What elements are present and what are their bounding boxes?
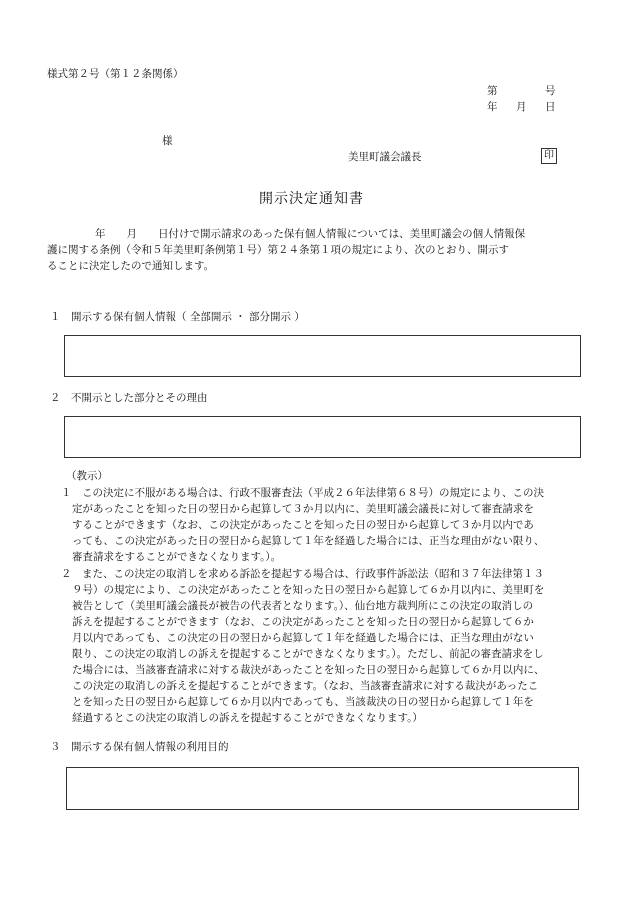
form-reference: 様式第２号（第１２条関係） [47,68,184,80]
doc-number-prefix: 第 [487,85,498,97]
appeal-notice-heading: （教示） [66,470,108,482]
recipient-suffix: 様 [162,135,173,147]
date-day: 日 [545,101,556,113]
section-2-field[interactable] [64,416,581,458]
section-3-field[interactable] [66,767,579,810]
section-2-label: ２ 不開示とした部分とその理由 [50,392,208,404]
appeal-notice-line: することができます（なお、この決定があったことを知った日の翌日から起算して３か月以内であ [72,519,534,531]
doc-number-suffix: 号 [545,85,556,97]
appeal-notice-line: ２ また、この決定の取消しを求める訴訟を提起する場合は、行政事件訴訟法（昭和３７年法律第１３ [61,568,544,580]
appeal-notice-line: 経過するとこの決定の取消しの訴えを提起することができなくなります。） [72,712,423,724]
appeal-notice-line: っても、この決定があった日の翌日から起算して１年を経過した場合には、正当な理由がない限り、 [72,535,545,547]
appeal-notice-line: とを知った日の翌日から起算して６か月以内であっても、当該裁決の日の翌日から起算して１年を [72,696,534,708]
intro-line: 護に関する条例（令和５年美里町条例第１号）第２４条第１項の規定により、次のとおり、開示す [47,244,509,256]
section-3-label: ３ 開示する保有個人情報の利用目的 [50,741,229,753]
section-1-field[interactable] [64,335,581,377]
intro-line: 年 月 日付けで開示請求のあった保有個人情報については、美里町議会の個人情報保 [95,228,526,240]
appeal-notice-line: １ この決定に不服がある場合は、行政不服審査法（平成２６年法律第６８号）の規定により、この決 [61,487,544,499]
appeal-notice-line: 定があったことを知った日の翌日から起算して３か月以内に、美里町議会議長に対して審査請求を [72,503,534,515]
appeal-notice-line: ９号）の規定により、この決定があったことを知った日の翌日から起算して６か月以内に、美里町を [72,584,545,596]
appeal-notice-line: 限り、この決定の取消しの訴えを提起することができなくなります。）。ただし、前記の審査請求をし [72,648,544,660]
appeal-notice-line: 訴えを提起することができます（なお、この決定があったことを知った日の翌日から起算して６か [72,616,534,628]
section-1-label: １ 開示する保有個人情報（ 全部開示 ・ 部分開示 ） [50,311,305,323]
appeal-notice-line: 月以内であっても、この決定の日の翌日から起算して１年を経過した場合には、正当な理由がない [72,632,534,644]
intro-line: ることに決定したので通知します。 [47,260,215,272]
seal-mark: 印 [541,148,557,164]
appeal-notice-line: た場合には、当該審査請求に対する裁決があったことを知った日の翌日から起算して６か月以内に、 [72,664,545,676]
date-month: 月 [516,101,527,113]
sender-name: 美里町議会議長 [348,151,422,163]
appeal-notice-line: 被告として（美里町議会議長が被告の代表者となります。）、仙台地方裁判所にこの決定の取消しの [72,600,534,612]
appeal-notice-line: この決定の取消しの訴えを提起することができます。（なお、当該審査請求に対する裁決があったこ [72,680,539,692]
date-year: 年 [487,101,498,113]
page-title: 開示決定通知書 [259,191,364,207]
appeal-notice-line: 審査請求をすることができなくなります。）。 [72,551,282,563]
